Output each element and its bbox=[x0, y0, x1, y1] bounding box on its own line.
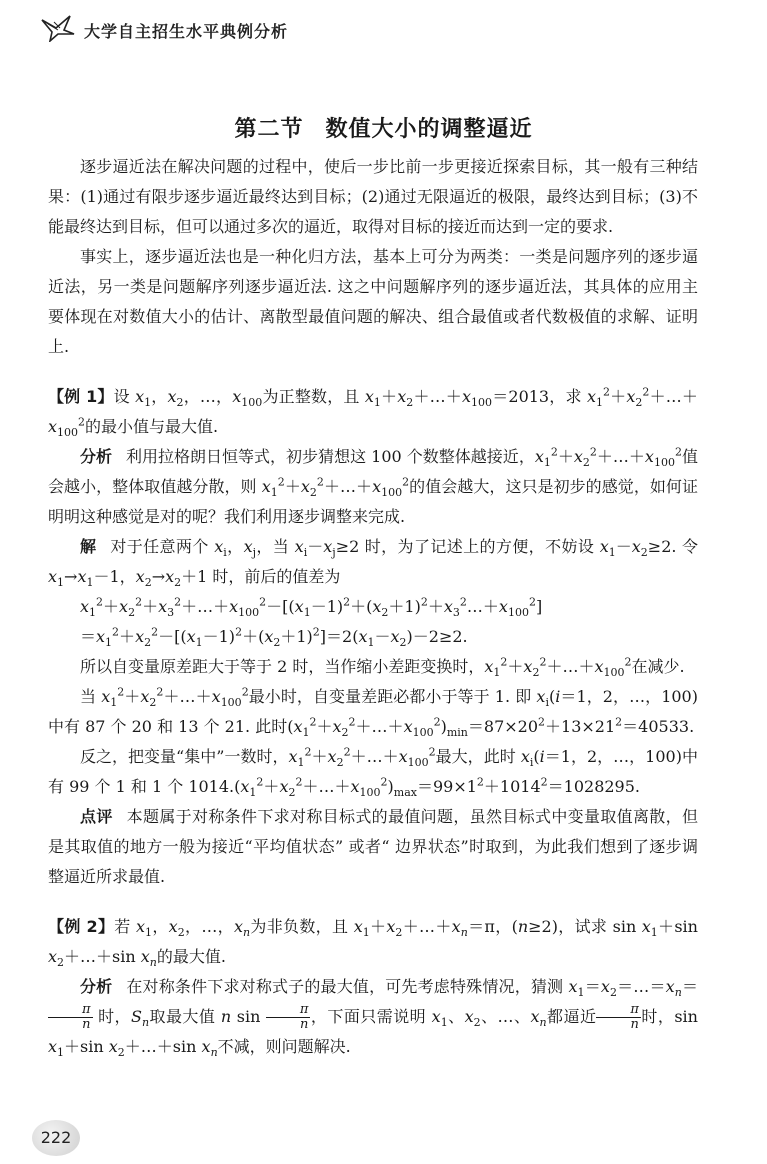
analysis-keyword: 分析 bbox=[80, 977, 113, 996]
section-heading: 数值大小的调整逼近 bbox=[325, 117, 533, 142]
text-span: 的最小值与最大值. bbox=[85, 417, 219, 436]
intro-paragraph-2: 事实上，逐步逼近法也是一种化归方法，基本上可分为两类：一类是问题序列的逐步逼近法，另一类是问题解序列逐步逼近法. 这之中问题解序列的逐步逼近法，其具体的应用主要体现在对数值大小的估计、离散型最值问题的解决、组合最值或者代数极值的求解、证明上. bbox=[48, 247, 698, 356]
text-span: 的值会越大，这只是初步的感觉，如何证明明这种感觉是对的呢？我们利用逐步调整来完成. bbox=[48, 477, 698, 526]
section-title bbox=[0, 112, 767, 143]
example-2-analysis: 分析 在对称条件下求对称式子的最大值，可先考虑特殊情况，猜测 $x_1=x_2=\dots=x_n=$ $\frac{\pi}{n}$ 时，$S_n$取最大值 n sin $\frac{\pi}{n}$ ，下面只需说明 $x_1$、$x_2$、…、$x_n$都逼近 $\frac{\pi}{n}$ 时，$\sin x_1+\sin$ $x_2+\dots+\sin$ $x_n$不减，则问题解决. bbox=[48, 977, 698, 1060]
example-1-label: 【例 1】 bbox=[48, 387, 114, 406]
text-span: 在减少. bbox=[631, 657, 685, 676]
example-2-label: 【例 2】 bbox=[48, 917, 115, 936]
solution-keyword: 解 bbox=[80, 537, 97, 556]
text-span: 时， bbox=[640, 1007, 675, 1026]
text-span: ，当 bbox=[256, 537, 295, 556]
text-span: 本题属于对称条件下求对称目标式的最值问题，虽然目标式中变量取值离散，但是其取值的地方一般为接近“平均值状态” 或者“ 边界状态”时取到，为此我们想到了逐步调整逼近所求最值. bbox=[48, 807, 698, 886]
text-span: 利用拉格朗日恒等式，初步猜想这 100 个数整体越接近， bbox=[126, 447, 535, 466]
text-span: 不减，则问题解决. bbox=[217, 1037, 351, 1056]
text-span: 时， bbox=[92, 1007, 131, 1026]
text-span: 在对称条件下求对称式子的最大值，可先考虑特殊情况，猜测 bbox=[126, 977, 569, 996]
page-body bbox=[48, 152, 698, 1062]
text-span: 所以自变量原差距大于等于 2 时，当作缩小差距变换时， bbox=[80, 657, 485, 676]
text-span: 的最大值. bbox=[156, 947, 226, 966]
text-span: 取最大值 bbox=[149, 1007, 221, 1026]
solution-para-4: 反之，把变量“集中”一数时，$x_1^2+x_2^2+\dots+x_{100}^2$最大，此时 $x_i(i=1$，2，…，100)中有 99 个 1 和 1 个 $1014.(x_1^2+x_2^2+\dots+x_{100}^2)_{max}=99\times 1^2+1014^2=1028295$. bbox=[48, 745, 698, 800]
equation-line-1: $x_1^2+x_2^2+x_3^2+\dots+x_{100}^2-[(x_1-1)^2+(x_2+1)^2+x_3^2\dots+x_{100}^2]$ bbox=[80, 595, 543, 620]
solution-para-2: 所以自变量原差距大于等于 2 时，当作缩小差距变换时，$x_1^2+x_2^2+\dots+x_{100}^2$在减少. bbox=[80, 655, 685, 680]
equation-line-2: $=x_1^2+x_2^2-[(x_1-1)^2+(x_2+1)^2]=2(x_1-x_2)-2\ge 2$. bbox=[80, 625, 468, 650]
text-span: ，试求 bbox=[557, 917, 613, 936]
example-1-analysis: 分析 利用拉格朗日恒等式，初步猜想这 100 个数整体越接近，$x_1^2+x_2^2+\dots+x_{100}^2$值会越小，整体取值越分散，则 $x_1^2+x_2^2+\dots+x_{100}^2$的值会越大，这只是初步的感觉，如何证明明这种感觉是对的呢？我们利用逐步调整来完成. bbox=[48, 445, 698, 526]
example-1-solution: 解 对于任意两个 $x_i$，$x_j$，当 $x_i-x_j\ge 2$ 时，为了记述上的方便，不妨设 $x_1-x_2\ge 2$. 令 $x_1\to x_1-1$，$x_2\to x_2+1$ 时，前后的值差为 bbox=[48, 537, 698, 590]
example-2-statement: 【例 2】若 $x_1$，$x_2$，…，$x_n$为非负数，且 $x_1+x_2+\dots+x_n=\pi$，(n≥2)，试求 $\sin x_1+\sin$ $x_2+\dots+\sin$ $x_n$的最大值. bbox=[48, 917, 698, 970]
text-span: 中有 99 个 1 和 1 个 1014. bbox=[48, 747, 698, 796]
text-span: ，前后的值差为 bbox=[228, 567, 341, 586]
text-span: 若 bbox=[114, 917, 136, 936]
text-span: 设 bbox=[113, 387, 136, 406]
text-span: 为正整数，且 bbox=[262, 387, 365, 406]
solution-para-3: 当 $x_1^2+x_2^2+\dots+x_{100}^2$最小时，自变量差距必都小于等于 1. 即 $x_i(i=1$，2，…，100)中有 87 个 20 和 13 个 21. 此时$(x_1^2+x_2^2+\dots+x_{100}^2)_{min}=87\times 20^2+13\times 21^2=40533$. bbox=[48, 685, 698, 740]
text-span: 中有 87 个 20 和 13 个 21. 此时 bbox=[48, 717, 288, 736]
running-header-title: 大学自主招生水平典例分析 bbox=[84, 22, 289, 41]
text-span: 当 bbox=[80, 687, 102, 706]
text-span: ，下面只需说明 bbox=[310, 1007, 432, 1026]
text-span: 为非负数，且 bbox=[250, 917, 354, 936]
example-1-statement: 【例 1】设 $x_1$，$x_2$，…，$x_{100}$为正整数，且 $x_1+x_2+\dots+x_{100}=2013$，求 $x_1^2+x_2^2+\dots+x_{100}^2$的最小值与最大值. bbox=[48, 385, 698, 440]
text-span: 令 bbox=[681, 537, 698, 556]
comment-keyword: 点评 bbox=[80, 807, 113, 826]
page-number: 222 bbox=[40, 1128, 72, 1147]
text-span: 值会越小，整体取值越分散，则 bbox=[48, 447, 698, 496]
text-span: 最大，此时 bbox=[435, 747, 521, 766]
text-span: 最小时，自变量差距必都小于等于 1. 即 bbox=[248, 687, 537, 706]
example-1-comment bbox=[48, 802, 698, 892]
text-span: 都逼近 bbox=[546, 1007, 597, 1026]
text-span: 反之，把变量“集中”一数时， bbox=[80, 747, 289, 766]
text-span: 对于任意两个 bbox=[110, 537, 215, 556]
page-number-badge bbox=[32, 1120, 84, 1156]
analysis-keyword: 分析 bbox=[80, 447, 113, 466]
bird-logo-icon bbox=[40, 14, 76, 42]
text-span: ，求 bbox=[549, 387, 587, 406]
text-span: 时，为了记述上的方便，不妨设 bbox=[359, 537, 600, 556]
section-number: 第二节 bbox=[234, 117, 304, 142]
running-header bbox=[40, 14, 740, 44]
intro-paragraph-1: 逐步逼近法在解决问题的过程中，使后一步比前一步更接近探索目标，其一般有三种结果：(1)通过有限步逐步逼近最终达到目标；(2)通过无限逼近的极限，最终达到目标；(3)不能最终达到目标，但可以通过多次的逼近，取得对目标的接近而达到一定的要求. bbox=[48, 157, 698, 236]
